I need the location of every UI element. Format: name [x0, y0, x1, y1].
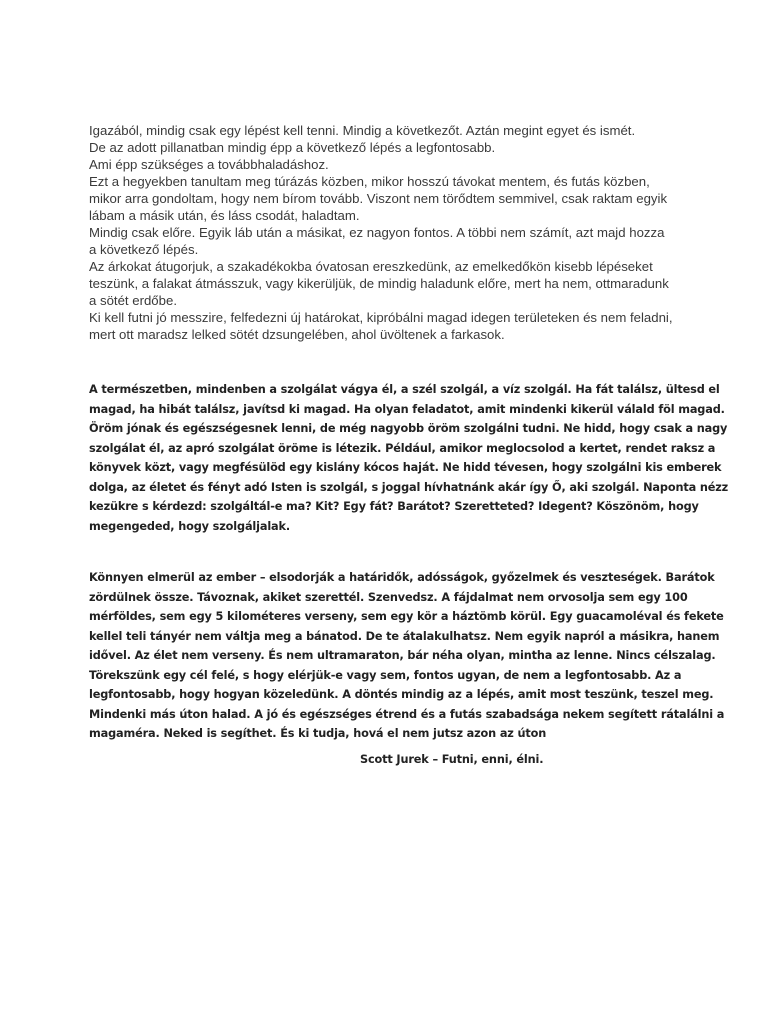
text-line: kellel teli tányér nem váltja meg a bánatod. De te átalakulhatsz. Nem egyik napról a másikra, hanem: [89, 629, 720, 643]
text-line: Mindig csak előre. Egyik láb után a másikat, ez nagyon fontos. A többi nem számít, azt majd hozza: [89, 225, 665, 240]
paragraph-block-two: [89, 380, 729, 536]
text-line: De az adott pillanatban mindig épp a következő lépés a legfontosabb.: [89, 140, 496, 155]
text-line: könyvek közt, vagy megfésülöd egy kislány kócos haját. Ne hidd tévesen, hogy szolgálni kis emberek: [89, 461, 722, 474]
text-line: kezükre s kérdezd: szolgáltál-e ma? Kit? Egy fát? Barátot? Szeretteted? Idegent? Köszönöm, hogy: [89, 500, 699, 513]
text-line: mérföldes, sem egy 5 kilométeres verseny, sem egy kör a háztömb körül. Egy guacamoléval és fekete: [89, 610, 724, 623]
paragraph-block-three: [89, 568, 725, 744]
text-line: a sötét erdőbe.: [89, 293, 177, 308]
text-line: zördülnek össze. Távoznak, akiket szerettél. Szenvedsz. A fájdalmat nem orvosolja sem egy 100: [89, 590, 688, 604]
signature-line: Scott Jurek – Futni, enni, élni.: [360, 753, 544, 766]
text-line: mikor arra gondoltam, hogy nem bírom tovább. Viszont nem törődtem semmivel, csak raktam egyik: [89, 191, 668, 206]
text-line: Mindenki más úton halad. A jó és egészséges étrend és a futás szabadsága nekem segített rátalálni a: [89, 707, 725, 721]
text-line: szolgálat él, az apró szolgálat öröme is létezik. Például, amikor meglocsolod a kertet, rendet raksz a: [89, 441, 716, 455]
text-line: Könnyen elmerül az ember – elsodorják a határidők, adósságok, győzelmek és veszteségek. Barátok: [89, 571, 715, 584]
text-line: Ezt a hegyekben tanultam meg túrázás közben, mikor hosszú távokat mentem, és futás közben,: [89, 174, 650, 189]
text-line: Az árkokat átugorjuk, a szakadékokba óvatosan ereszkedünk, az emelkedőkön kisebb lépéseket: [89, 259, 653, 274]
text-line: Törekszünk egy cél felé, s hogy elérjük-e vagy sem, fontos ugyan, de nem a legfontosabb. Az a: [89, 668, 682, 682]
text-line: a következő lépés.: [89, 242, 199, 257]
text-line: Ki kell futni jó messzire, felfedezni új határokat, kipróbálni magad idegen területeken és nem feladni,: [89, 310, 673, 325]
text-line: A természetben, mindenben a szolgálat vágya él, a szél szolgál, a víz szolgál. Ha fát találsz, ültesd el: [89, 383, 720, 396]
text-line: lábam a másik után, és láss csodát, haladtam.: [89, 208, 360, 223]
text-line: idővel. Az élet nem verseny. És nem ultramaraton, bár néha olyan, mintha az lenne. Nincs célszalag.: [89, 649, 716, 662]
text-line: megengeded, hogy szolgáljalak.: [89, 519, 291, 533]
text-line: Igazából, mindig csak egy lépést kell tenni. Mindig a következőt. Aztán megint egyet és ismét.: [89, 123, 636, 138]
text-line: mert ott maradsz lelked sötét dzsungelében, ahol üvöltenek a farkasok.: [89, 327, 505, 342]
text-line: legfontosabb, hogy hogyan közeledünk. A döntés mindig az a lépés, amit most teszünk, teszel meg.: [89, 688, 714, 701]
paragraph-block-one: [89, 122, 689, 343]
text-line: dolga, az életet és fényt adó Isten is szolgál, s joggal hívhatnánk akár így Ő, aki szolgál. Naponta nézz: [89, 480, 729, 494]
text-line: Ami épp szükséges a továbbhaladáshoz.: [89, 157, 329, 172]
text-line: magaméra. Neked is segíthet. És ki tudja, hová el nem jutsz azon az úton: [89, 727, 547, 740]
text-line: teszünk, a falakat átmásszuk, vagy kikerüljük, de mindig haladunk előre, mert ha nem, ottmaradunk: [89, 276, 669, 291]
text-line: Öröm jónak és egészségesnek lenni, de még nagyobb öröm szolgálni tudni. Ne hidd, hogy csak a nagy: [89, 422, 728, 435]
text-line: magad, ha hibát találsz, javítsd ki magad. Ha olyan feladatot, amit mindenki kikerül válald föl magad.: [89, 402, 725, 416]
